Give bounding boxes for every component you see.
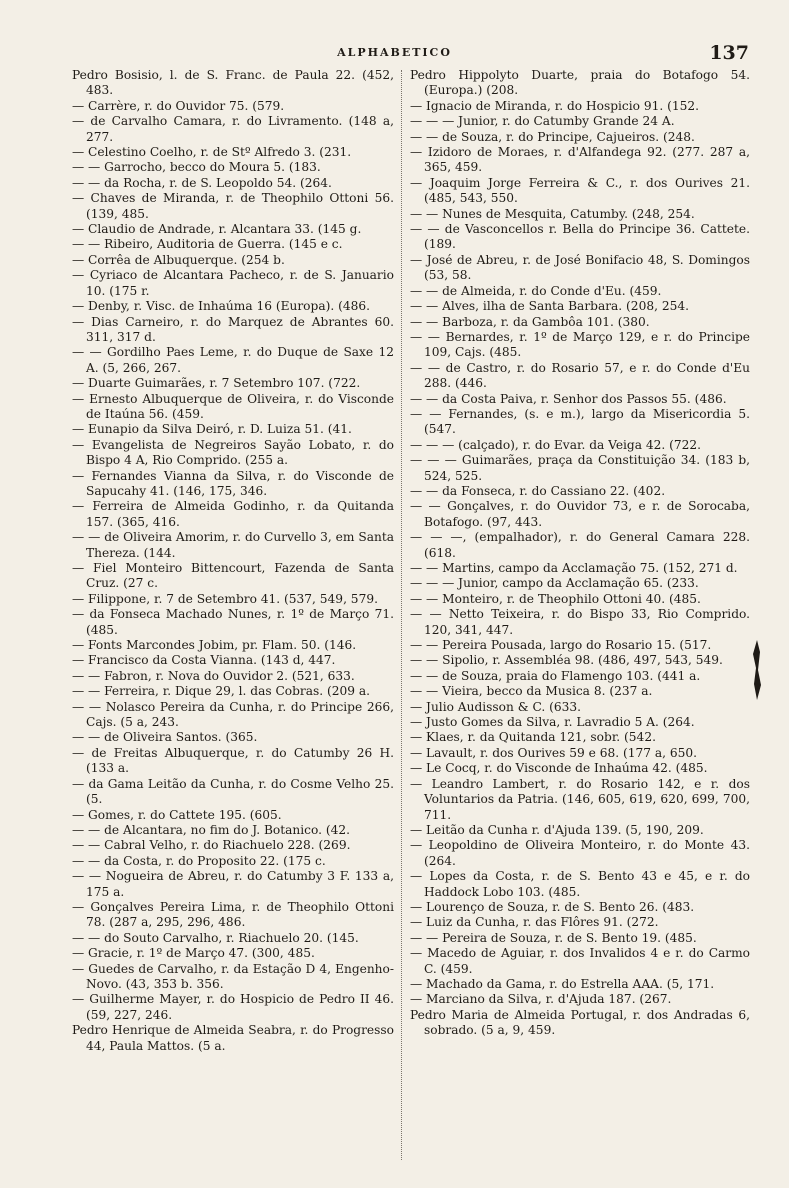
directory-entry: — — —, (empalhador), r. do General Camara 228. (618. bbox=[410, 530, 750, 560]
directory-entry: — — de Souza, praia do Flamengo 103. (441 a. bbox=[410, 668, 701, 683]
directory-entry: — Fonts Marcondes Jobim, pr. Flam. 50. (146. bbox=[72, 638, 357, 653]
directory-entry: — Justo Gomes da Silva, r. Lavradio 5 A. (264. bbox=[410, 715, 695, 730]
directory-entry: — Chaves de Miranda, r. de Theophilo Ottoni 56. (139, 485. bbox=[72, 191, 394, 221]
directory-entry: — Claudio de Andrade, r. Alcantara 33. (145 g. bbox=[72, 222, 362, 237]
directory-entry: — — Ferreira, r. Dique 29, l. das Cobras. (209 a. bbox=[72, 684, 371, 699]
directory-entry: — — de Souza, r. do Principe, Cajueiros. (248. bbox=[410, 129, 695, 144]
directory-entry: — José de Abreu, r. de José Bonifacio 48, S. Domingos (53, 58. bbox=[410, 252, 750, 283]
left-column bbox=[72, 68, 394, 1054]
right-column bbox=[410, 68, 750, 1039]
directory-entry: — — Garrocho, becco do Moura 5. (183. bbox=[72, 160, 321, 175]
directory-entry: — Gracie, r. 1º de Março 47. (300, 485. bbox=[72, 946, 315, 961]
directory-entry: — Ignacio de Miranda, r. do Hospicio 91. (152. bbox=[410, 98, 699, 113]
directory-entry: — — Nolasco Pereira da Cunha, r. do Principe 266, Cajs. (5 a, 243. bbox=[72, 699, 394, 730]
column-divider bbox=[401, 70, 402, 1160]
directory-entry: — Ernesto Albuquerque de Oliveira, r. do Visconde de Itaúna 56. (459. bbox=[72, 391, 394, 421]
directory-entry: — Fernandes Vianna da Silva, r. do Visconde de Sapucahy 41. (146, 175, 346. bbox=[72, 468, 394, 498]
directory-entry: — Celestino Coelho, r. de Stº Alfredo 3. (231. bbox=[72, 145, 352, 160]
directory-entry: Pedro Hippolyto Duarte, praia do Botafogo 54. (Europa.) (208. bbox=[410, 68, 750, 98]
directory-entry: — — Vieira, becco da Musica 8. (237 a. bbox=[410, 684, 653, 699]
directory-entry: — — de Vasconcellos r. Bella do Principe 36. Cattete. (189. bbox=[410, 222, 750, 252]
directory-entry: — Izidoro de Moraes, r. d'Alfandega 92. (277. 287 a, 365, 459. bbox=[410, 145, 750, 175]
directory-entry: — — — (calçado), r. do Evar. da Veiga 42. (722. bbox=[410, 437, 702, 452]
directory-entry: — — Fabron, r. Nova do Ouvidor 2. (521, 633. bbox=[72, 668, 355, 683]
directory-entry: — Denby, r. Visc. de Inhaúma 16 (Europa). (486. bbox=[72, 299, 370, 314]
directory-entry: — Guilherme Mayer, r. do Hospicio de Pedro II 46. (59, 227, 246. bbox=[72, 992, 394, 1022]
directory-entry: — Joaquim Jorge Ferreira & C., r. dos Ourives 21. (485, 543, 550. bbox=[410, 175, 750, 206]
ink-mark bbox=[752, 640, 762, 700]
directory-entry: — Leandro Lambert, r. do Rosario 142, e r. dos Voluntarios da Patria. (146, 605, 619, 620, 699, 700, 711. bbox=[410, 776, 750, 822]
directory-entry: — — Fernandes, (s. e m.), largo da Misericordia 5. (547. bbox=[410, 406, 750, 437]
directory-entry: Pedro Henrique de Almeida Seabra, r. do Progresso 44, Paula Mattos. (5 a. bbox=[72, 1023, 394, 1053]
directory-entry: — de Carvalho Camara, r. do Livramento. (148 a, 277. bbox=[72, 114, 394, 144]
directory-entry: — Lourenço de Souza, r. de S. Bento 26. (483. bbox=[410, 899, 695, 914]
directory-entry: Pedro Bosisio, l. de S. Franc. de Paula 22. (452, 483. bbox=[72, 68, 394, 98]
directory-entry: — Fiel Monteiro Bittencourt, Fazenda de Santa Cruz. (27 c. bbox=[72, 561, 394, 591]
directory-entry: — — Nogueira de Abreu, r. do Catumby 3 F. 133 a, 175 a. bbox=[72, 869, 394, 899]
directory-entry: — — — Guimarães, praça da Constituição 34. (183 b, 524, 525. bbox=[410, 453, 750, 483]
directory-entry: — Guedes de Carvalho, r. da Estação D 4, Engenho-Novo. (43, 353 b. 356. bbox=[72, 961, 394, 991]
directory-entry: — Filippone, r. 7 de Setembro 41. (537, 549, 579. bbox=[72, 591, 378, 606]
directory-entry: — — de Oliveira Santos. (365. bbox=[72, 730, 258, 745]
directory-entry: — Ferreira de Almeida Godinho, r. da Quitanda 157. (365, 416. bbox=[72, 499, 394, 529]
directory-entry: — da Gama Leitão da Cunha, r. do Cosme Velho 25. (5. bbox=[72, 776, 394, 807]
directory-entry: — — Gordilho Paes Leme, r. do Duque de Saxe 12 A. (5, 266, 267. bbox=[72, 345, 394, 375]
directory-entry: — Leitão da Cunha r. d'Ajuda 139. (5, 190, 209. bbox=[410, 822, 704, 837]
directory-entry: — Macedo de Aguiar, r. dos Invalidos 4 e r. do Carmo C. (459. bbox=[410, 946, 750, 976]
directory-entry: — Francisco da Costa Vianna. (143 d, 447. bbox=[72, 653, 336, 668]
directory-entry: — — — Junior, campo da Acclamação 65. (233. bbox=[410, 576, 699, 591]
directory-entry: — — Alves, ilha de Santa Barbara. (208, 254. bbox=[410, 299, 689, 314]
directory-entry: — Marciano da Silva, r. d'Ajuda 187. (267. bbox=[410, 992, 672, 1007]
directory-entry: — Duarte Guimarães, r. 7 Setembro 107. (722. bbox=[72, 376, 361, 391]
directory-entry: — — Sipolio, r. Assembléa 98. (486, 497, 543, 549. bbox=[410, 653, 723, 668]
directory-entry: — — Netto Teixeira, r. do Bispo 33, Rio Comprido. 120, 341, 447. bbox=[410, 607, 750, 637]
directory-entry: — — da Costa Paiva, r. Senhor dos Passos 55. (486. bbox=[410, 391, 727, 406]
directory-entry: — — Monteiro, r. de Theophilo Ottoni 40. (485. bbox=[410, 591, 701, 606]
directory-entry: — — Barboza, r. da Gambôa 101. (380. bbox=[410, 314, 650, 329]
directory-entry: — de Freitas Albuquerque, r. do Catumby 26 H. (133 a. bbox=[72, 745, 394, 776]
directory-entry: — — da Fonseca, r. do Cassiano 22. (402. bbox=[410, 483, 666, 498]
directory-entry: — — Pereira Pousada, largo do Rosario 15. (517. bbox=[410, 638, 712, 653]
directory-entry: — — Pereira de Souza, r. de S. Bento 19. (485. bbox=[410, 930, 697, 945]
directory-entry: — — do Souto Carvalho, r. Riachuelo 20. (145. bbox=[72, 930, 359, 945]
directory-entry: — Gonçalves Pereira Lima, r. de Theophilo Ottoni 78. (287 a, 295, 296, 486. bbox=[72, 899, 394, 930]
directory-entry: — Dias Carneiro, r. do Marquez de Abrantes 60. 311, 317 d. bbox=[72, 314, 394, 344]
directory-entry: — da Fonseca Machado Nunes, r. 1º de Março 71. (485. bbox=[72, 607, 394, 637]
directory-entry: — Le Cocq, r. do Visconde de Inhaúma 42. (485. bbox=[410, 761, 708, 776]
directory-entry: — — de Oliveira Amorim, r. do Curvello 3, em Santa Thereza. (144. bbox=[72, 530, 394, 560]
directory-entry: — Carrère, r. do Ouvidor 75. (579. bbox=[72, 98, 285, 113]
directory-entry: — Julio Audisson & C. (633. bbox=[410, 699, 581, 714]
directory-entry: — — Ribeiro, Auditoria de Guerra. (145 e c. bbox=[72, 237, 343, 252]
directory-entry: — Lavault, r. dos Ourives 59 e 68. (177 a, 650. bbox=[410, 745, 698, 760]
directory-entry: — Machado da Gama, r. do Estrella AAA. (5, 171. bbox=[410, 976, 715, 991]
directory-entry: — Eunapio da Silva Deiró, r. D. Luiza 51. (41. bbox=[72, 422, 352, 437]
directory-entry: — — Cabral Velho, r. do Riachuelo 228. (269. bbox=[72, 838, 351, 853]
running-title: ALPHABETICO bbox=[337, 46, 452, 59]
directory-entry: — — Nunes de Mesquita, Catumby. (248, 254. bbox=[410, 206, 695, 221]
directory-entry: — — Gonçalves, r. do Ouvidor 73, e r. de Sorocaba, Botafogo. (97, 443. bbox=[410, 499, 750, 529]
directory-entry: — — da Costa, r. do Proposito 22. (175 c. bbox=[72, 853, 326, 868]
directory-entry: — — Martins, campo da Acclamação 75. (152, 271 d. bbox=[410, 561, 738, 575]
directory-entry: — Klaes, r. da Quitanda 121, sobr. (542. bbox=[410, 730, 656, 745]
directory-entry: — Lopes da Costa, r. de S. Bento 43 e 45, e r. do Haddock Lobo 103. (485. bbox=[410, 869, 750, 899]
directory-entry: — — Bernardes, r. 1º de Março 129, e r. do Principe 109, Cajs. (485. bbox=[410, 329, 750, 360]
directory-entry: — Leopoldino de Oliveira Monteiro, r. do Monte 43. (264. bbox=[410, 838, 750, 868]
directory-entry: Pedro Maria de Almeida Portugal, r. dos Andradas 6, sobrado. (5 a, 9, 459. bbox=[410, 1007, 750, 1038]
page-header bbox=[0, 42, 789, 66]
directory-entry: — — de Almeida, r. do Conde d'Eu. (459. bbox=[410, 283, 662, 298]
directory-entry: — Gomes, r. do Cattete 195. (605. bbox=[72, 807, 282, 822]
directory-entry: — — de Alcantara, no fim do J. Botanico. (42. bbox=[72, 822, 351, 837]
directory-entry: — Luiz da Cunha, r. das Flôres 91. (272. bbox=[410, 915, 659, 930]
page-number: 137 bbox=[709, 42, 749, 64]
directory-entry: — Corrêa de Albuquerque. (254 b. bbox=[72, 252, 285, 267]
directory-entry: — — da Rocha, r. de S. Leopoldo 54. (264. bbox=[72, 175, 332, 190]
directory-entry: — Cyriaco de Alcantara Pacheco, r. de S. Januario 10. (175 r. bbox=[72, 268, 394, 298]
directory-entry: — — — Junior, r. do Catumby Grande 24 A. bbox=[410, 114, 675, 129]
directory-entry: — — de Castro, r. do Rosario 57, e r. do Conde d'Eu 288. (446. bbox=[410, 360, 750, 391]
directory-entry: — Evangelista de Negreiros Sayão Lobato, r. do Bispo 4 A, Rio Comprido. (255 a. bbox=[72, 437, 394, 468]
